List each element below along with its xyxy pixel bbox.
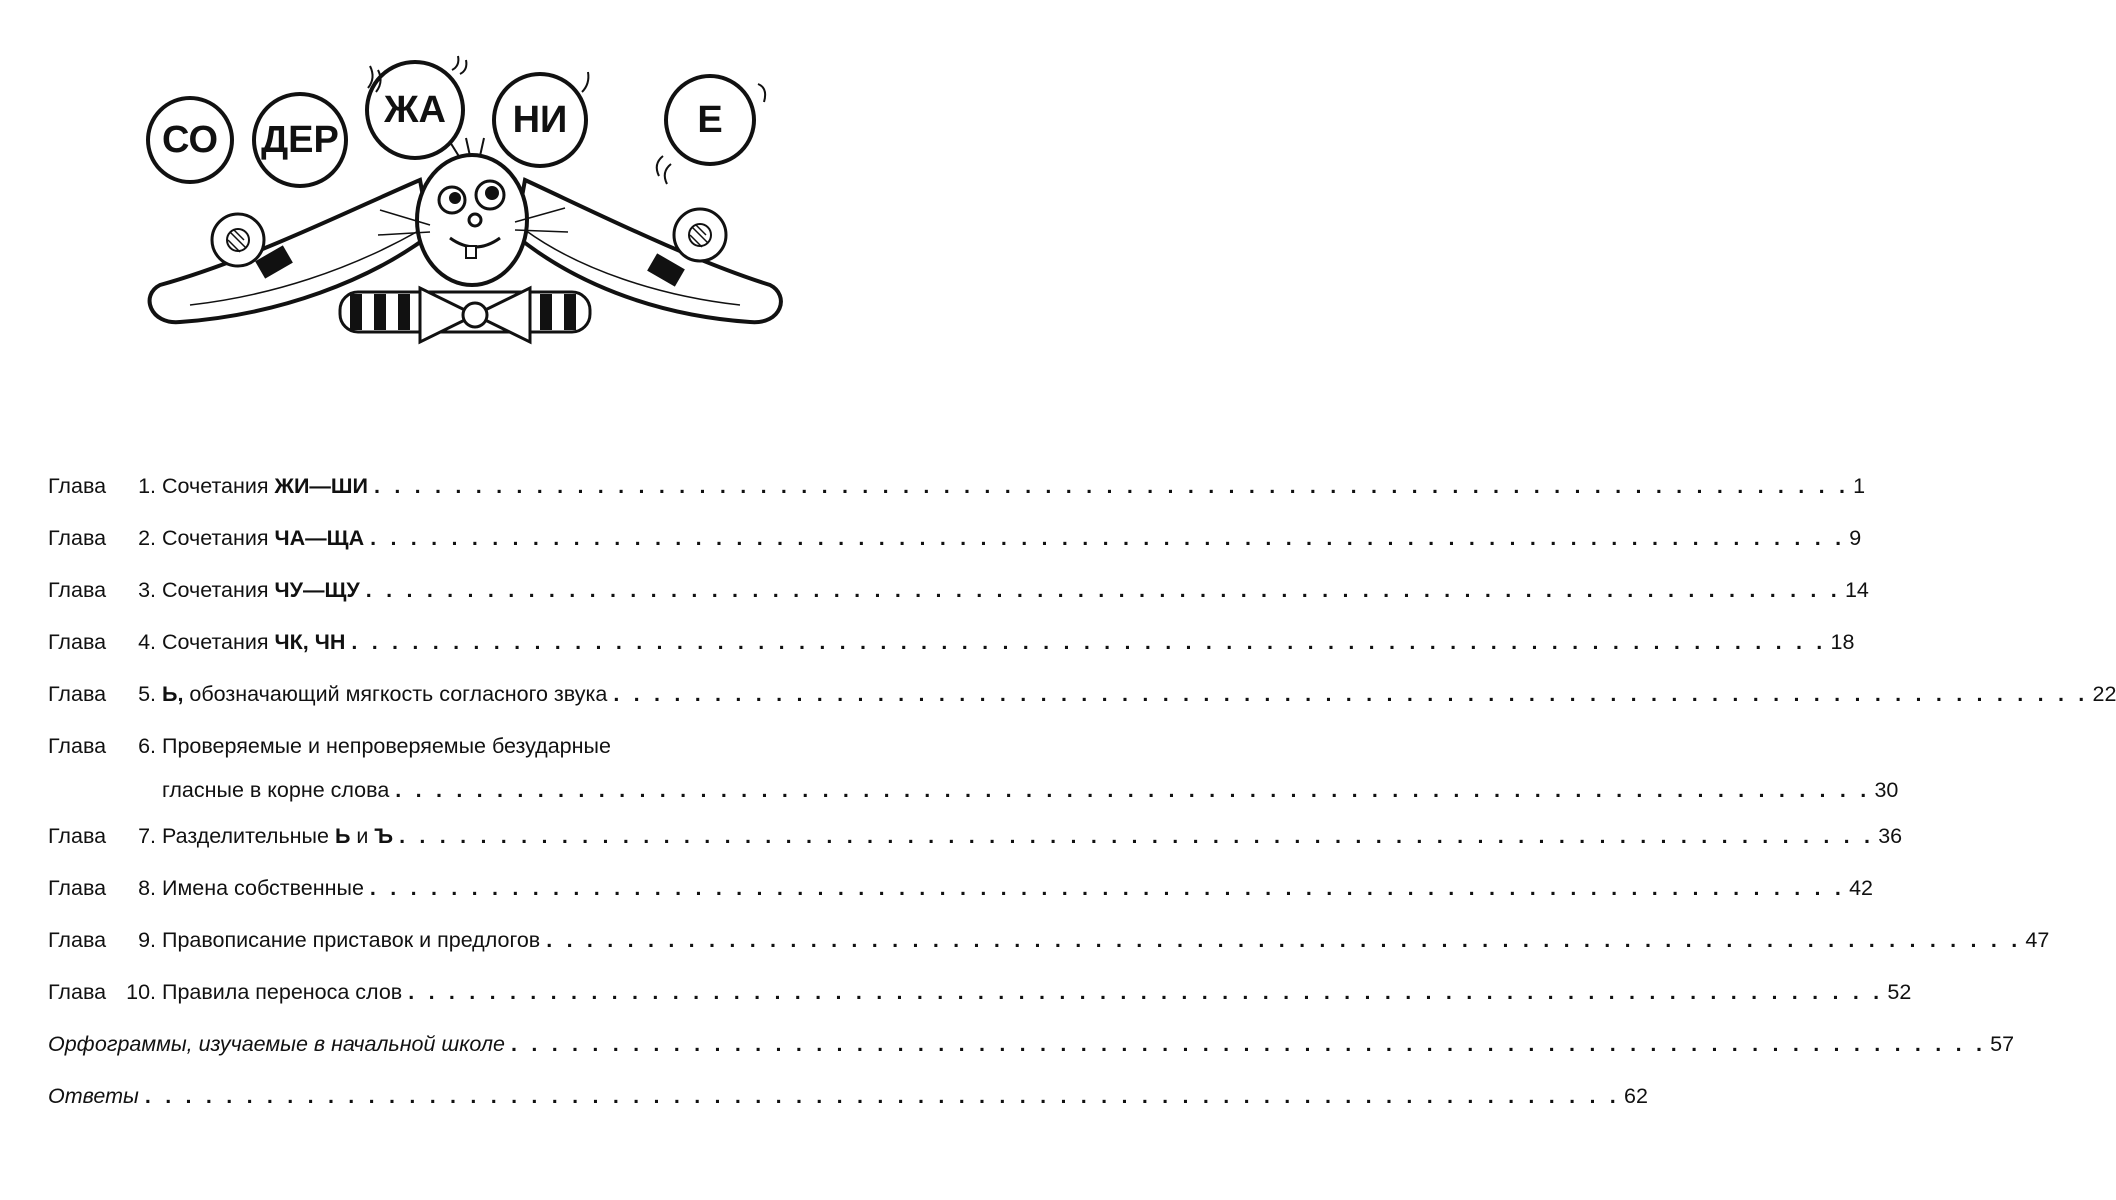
- toc-chapter-number: 8.: [138, 876, 156, 901]
- toc-chapter-number: 3.: [138, 578, 156, 603]
- toc-chapter-label: Глава: [48, 630, 107, 655]
- toc-title-bold: ЧА—ЩА: [274, 526, 365, 551]
- toc-leader-dots: . . . . . . . . . . . . . . . . . . . . . . . . . . . . . . . . . . . . . . . . . . . . . . . . . . . . . . . . . . . . . . . . . . . . . . . . .: [351, 630, 1827, 655]
- toc-chapter-number: 7.: [138, 824, 156, 849]
- toc-entry[interactable]: [48, 470, 1866, 500]
- toc-chapter-label: Глава: [48, 876, 107, 901]
- toc-page-number: 18: [1830, 630, 1855, 655]
- toc-chapter-number: 4.: [138, 630, 156, 655]
- toc-page-number: 22: [2092, 682, 2116, 707]
- toc-chapter-label: Глава: [48, 578, 107, 603]
- toc-chapter-label: Глава: [48, 824, 107, 849]
- toc-title: Ответы: [48, 1084, 139, 1109]
- toc-leader-dots: . . . . . . . . . . . . . . . . . . . . . . . . . . . . . . . . . . . . . . . . . . . . . . . . . . . . . . . . . . . . . . . . . . . . . . . . .: [365, 578, 1841, 603]
- toc-chapter-number: 9.: [138, 928, 156, 953]
- toc-page-number: 42: [1849, 876, 1873, 901]
- toc-chapter-label: Глава: [48, 928, 107, 953]
- toc-title: [162, 980, 402, 1006]
- toc-title: [162, 578, 360, 604]
- toc-chapter-number: 10.: [126, 980, 156, 1005]
- toc-title-text: Сочетания: [162, 578, 275, 603]
- toc-title-bold: Ъ: [374, 824, 394, 849]
- toc-title-bold: ЧУ—ЩУ: [274, 578, 360, 603]
- toc-chapter-number: 1.: [138, 474, 156, 499]
- toc-entry[interactable]: [48, 626, 1855, 656]
- toc-page-number: 57: [1990, 1032, 2015, 1057]
- toc-title: [162, 682, 607, 708]
- heading-bubble-1: [148, 98, 232, 182]
- toc-chapter-label: Глава: [48, 474, 107, 499]
- toc-leader-dots: . . . . . . . . . . . . . . . . . . . . . . . . . . . . . . . . . . . . . . . . . . . . . . . . . . . . . . . . . . . . . . . . . . . . . . . . .: [144, 1084, 1620, 1109]
- heading-bubble-2: [254, 94, 346, 186]
- toc-title-line: [48, 730, 611, 760]
- toc-chapter-label: Глава: [48, 526, 107, 551]
- toc-leader-dots: . . . . . . . . . . . . . . . . . . . . . . . . . . . . . . . . . . . . . . . . . . . . . . . . . . . . . . . . . . . . . . . . . . . . . . . . .: [408, 980, 1884, 1005]
- toc-title: [162, 928, 540, 954]
- toc-leader-dots: . . . . . . . . . . . . . . . . . . . . . . . . . . . . . . . . . . . . . . . . . . . . . . . . . . . . . . . . . . . . . . . . . . . . . . . . .: [370, 526, 1846, 551]
- toc-leader-dots: . . . . . . . . . . . . . . . . . . . . . . . . . . . . . . . . . . . . . . . . . . . . . . . . . . . . . . . . . . . . . . . . . . . . . . . . .: [613, 682, 2089, 707]
- toc-entry[interactable]: [48, 574, 1869, 604]
- bunny-icon: [150, 138, 781, 342]
- toc-title-bold: ЖИ—ШИ: [274, 474, 368, 499]
- toc-title: Орфограммы, изучаемые в начальной школе: [48, 1032, 505, 1057]
- toc-title-text: обозначающий мягкость согласного звука: [183, 682, 608, 707]
- heading-syllable: НИ: [512, 99, 568, 141]
- toc-leader-dots: . . . . . . . . . . . . . . . . . . . . . . . . . . . . . . . . . . . . . . . . . . . . . . . . . . . . . . . . . . . . . . . . . . . . . . . . .: [395, 778, 1871, 803]
- toc-title-text: Разделительные: [162, 824, 335, 849]
- toc-title: [162, 824, 393, 850]
- toc-entry[interactable]: [48, 774, 1899, 804]
- toc-leader-dots: . . . . . . . . . . . . . . . . . . . . . . . . . . . . . . . . . . . . . . . . . . . . . . . . . . . . . . . . . . . . . . . . . . . . . . . . .: [399, 824, 1875, 849]
- toc-title-text: гласные в корне слова: [162, 778, 390, 803]
- heading-syllable: СО: [161, 119, 219, 161]
- toc-title-text: Имена собственные: [162, 876, 364, 901]
- toc-entry[interactable]: [48, 678, 2116, 708]
- toc-page-number: 52: [1887, 980, 1912, 1005]
- toc-title: [162, 630, 345, 656]
- heading-syllable: ДЕР: [261, 119, 339, 161]
- toc-title-text: Правописание приставок и предлогов: [162, 928, 541, 953]
- toc-title-text: и: [350, 824, 375, 849]
- heading-syllable: ЖА: [384, 89, 446, 131]
- toc-page-number: 1: [1853, 474, 1866, 499]
- heading-bubble-3: [367, 62, 463, 158]
- toc-entry[interactable]: [48, 976, 1912, 1006]
- toc-entry[interactable]: [48, 872, 1873, 902]
- toc-entry[interactable]: [48, 522, 1862, 552]
- toc-leader-dots: . . . . . . . . . . . . . . . . . . . . . . . . . . . . . . . . . . . . . . . . . . . . . . . . . . . . . . . . . . . . . . . . . . . . . . . . .: [511, 1032, 1987, 1057]
- toc-chapter-label: Глава: [48, 682, 107, 707]
- toc-leader-dots: . . . . . . . . . . . . . . . . . . . . . . . . . . . . . . . . . . . . . . . . . . . . . . . . . . . . . . . . . . . . . . . . . . . . . . . . .: [373, 474, 1850, 499]
- toc-leader-dots: . . . . . . . . . . . . . . . . . . . . . . . . . . . . . . . . . . . . . . . . . . . . . . . . . . . . . . . . . . . . . . . . . . . . . . . . .: [546, 928, 2022, 953]
- toc-chapter-number: 2.: [138, 526, 156, 551]
- toc-title-text: Сочетания: [162, 474, 275, 499]
- heading-syllable: Е: [697, 99, 723, 141]
- toc-chapter-number: 5.: [138, 682, 156, 707]
- toc-title: [162, 876, 364, 902]
- heading-bubble-4: [494, 74, 586, 166]
- toc-title: [162, 778, 389, 804]
- toc-page-number: 30: [1874, 778, 1899, 803]
- toc-title-text: Проверяемые и непроверяемые безударные: [162, 734, 611, 759]
- toc-page-number: 9: [1849, 526, 1862, 551]
- toc-chapter-number: 6.: [138, 734, 156, 759]
- toc-title: [162, 526, 364, 552]
- toc-entry[interactable]: [48, 1080, 1648, 1110]
- toc-page-number: 47: [2025, 928, 2050, 953]
- header-illustration: [130, 60, 790, 360]
- toc-title-bold: Ь: [334, 824, 351, 849]
- toc-page-number: 62: [1624, 1084, 1648, 1109]
- toc-title-text: Сочетания: [162, 630, 275, 655]
- toc-title-text: Правила переноса слов: [162, 980, 403, 1005]
- toc-chapter-label: Глава: [48, 734, 107, 759]
- toc-title-bold: ЧК, ЧН: [274, 630, 346, 655]
- toc-title: [162, 474, 368, 500]
- heading-bubble-5: [666, 76, 754, 164]
- toc-title-text: Сочетания: [162, 526, 275, 551]
- toc-page-number: 36: [1878, 824, 1903, 849]
- toc-entry[interactable]: [48, 1028, 2015, 1058]
- toc-chapter-label: Глава: [48, 980, 107, 1005]
- toc-page-number: 14: [1844, 578, 1869, 603]
- toc-title-bold: Ь,: [162, 682, 184, 707]
- toc-entry[interactable]: [48, 820, 1903, 850]
- toc-leader-dots: . . . . . . . . . . . . . . . . . . . . . . . . . . . . . . . . . . . . . . . . . . . . . . . . . . . . . . . . . . . . . . . . . . . . . . . . .: [369, 876, 1846, 901]
- toc-entry[interactable]: [48, 924, 2050, 954]
